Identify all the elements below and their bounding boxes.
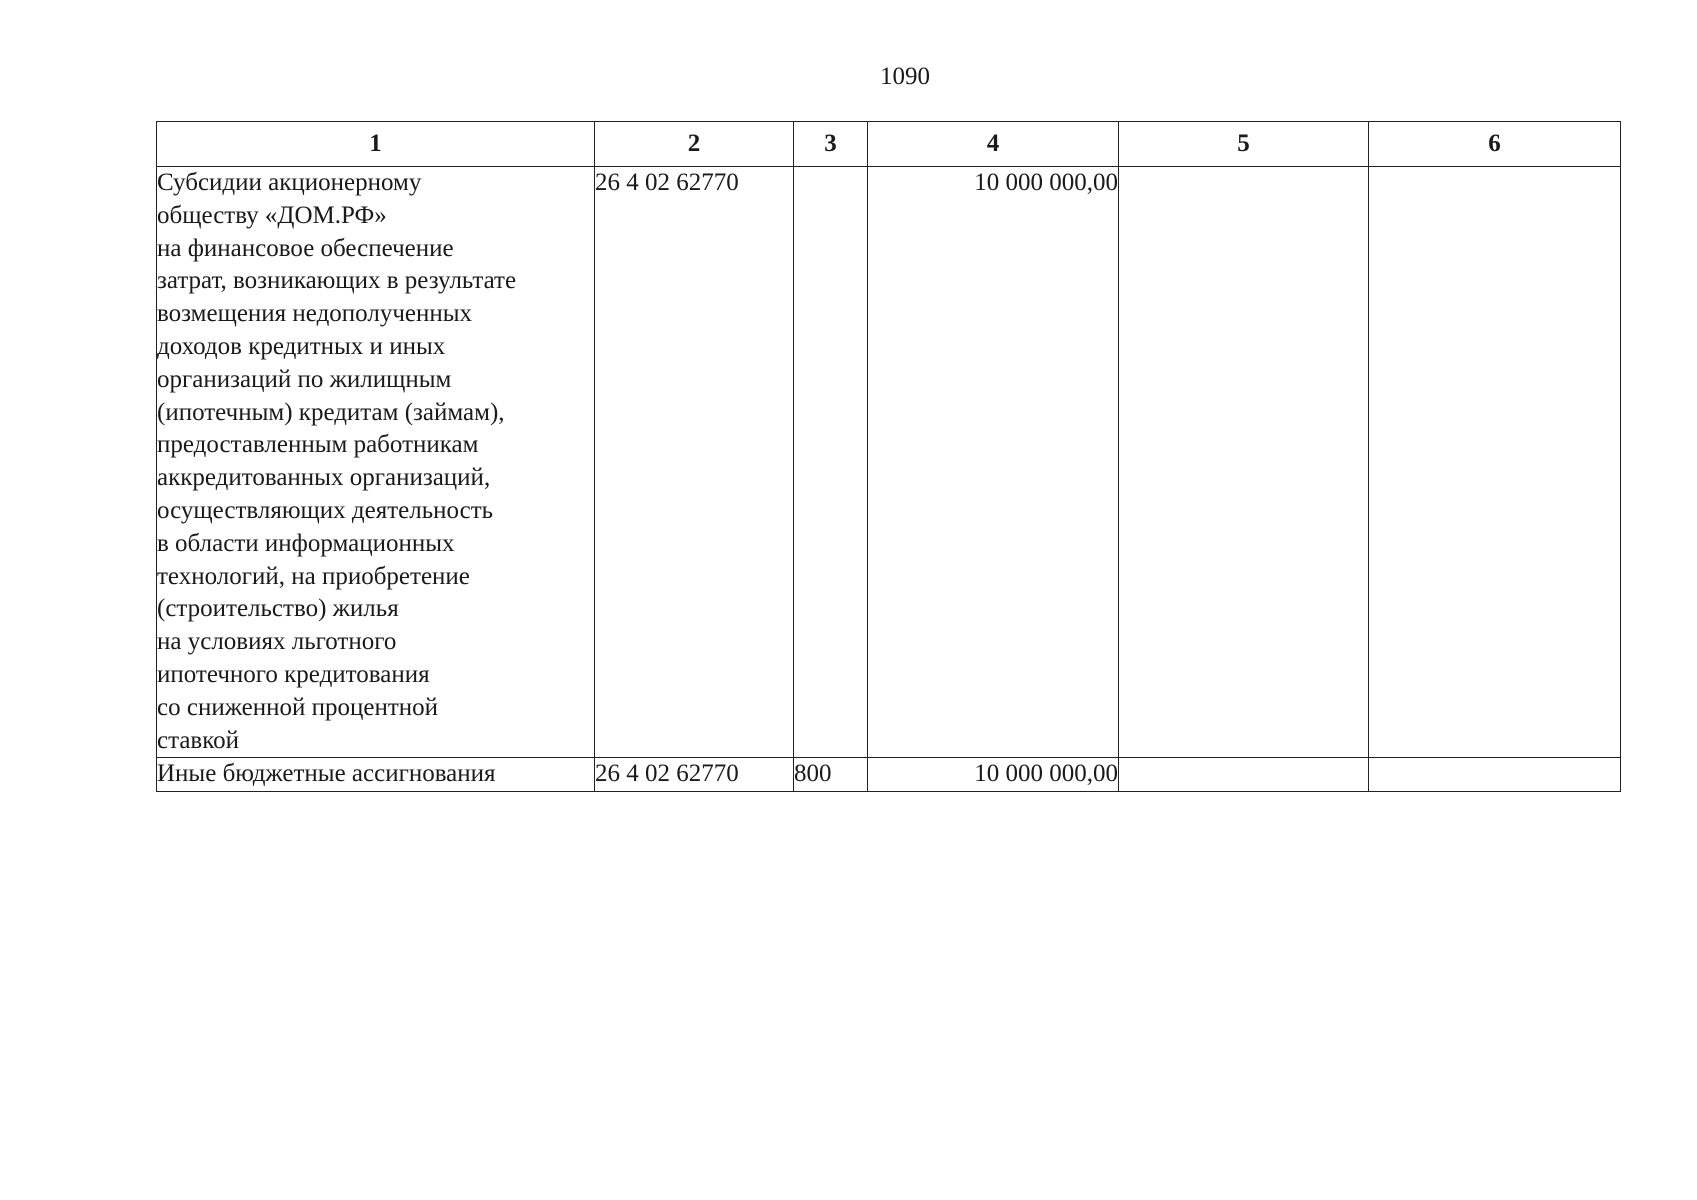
- expense-name-line: в области информационных: [157, 529, 455, 557]
- expense-name-line: ипотечного кредитования: [157, 660, 430, 688]
- expense-type-cell: 800: [794, 758, 868, 792]
- column-header-6: 6: [1369, 122, 1621, 167]
- column-5-cell: [1119, 167, 1369, 758]
- column-6-cell: [1369, 167, 1621, 758]
- column-5-cell: [1119, 758, 1369, 792]
- amount-cell: 10 000 000,00: [868, 167, 1119, 758]
- amount-cell: 10 000 000,00: [868, 758, 1119, 792]
- expense-name-line: доходов кредитных и иных: [157, 332, 446, 360]
- expense-name-line: аккредитованных организаций,: [157, 464, 491, 492]
- expense-type-cell: [794, 167, 868, 758]
- expense-name-line: Иные бюджетные ассигнования: [157, 760, 496, 788]
- expense-name-line: на финансовое обеспечение: [157, 234, 454, 262]
- column-header-4: 4: [868, 122, 1119, 167]
- target-code-cell: 26 4 02 62770: [595, 167, 794, 758]
- column-header-2: 2: [595, 122, 794, 167]
- page-number: 1090: [880, 63, 930, 90]
- expense-name-line: Субсидии акционерному: [157, 169, 422, 196]
- expense-name-line: возмещения недополученных: [157, 300, 473, 328]
- expense-name-line: со сниженной процентной: [157, 693, 439, 721]
- expense-name-line: предоставленным работникам: [157, 431, 479, 459]
- column-header-5: 5: [1119, 122, 1369, 167]
- expense-name-line: ставкой: [157, 726, 239, 754]
- budget-table: [156, 121, 1621, 792]
- expense-name-cell: [157, 167, 595, 758]
- expense-name-line: на условиях льготного: [157, 628, 397, 656]
- table-row: [157, 167, 1621, 758]
- expense-name-line: осуществляющих деятельность: [157, 496, 494, 524]
- table-row: [157, 758, 1621, 792]
- expense-name-line: (строительство) жилья: [157, 595, 399, 623]
- column-6-cell: [1369, 758, 1621, 792]
- expense-name-cell: [157, 758, 595, 792]
- expense-name-line: организаций по жилищным: [157, 365, 452, 393]
- column-header-3: 3: [794, 122, 868, 167]
- expense-name-line: обществу «ДОМ.РФ»: [157, 201, 387, 229]
- table-header-row: [157, 122, 1621, 167]
- expense-name-line: (ипотечным) кредитам (займам),: [157, 398, 505, 426]
- expense-name-line: технологий, на приобретение: [157, 562, 470, 590]
- column-header-1: 1: [157, 122, 595, 167]
- expense-name-line: затрат, возникающих в результате: [157, 267, 517, 295]
- target-code-cell: 26 4 02 62770: [595, 758, 794, 792]
